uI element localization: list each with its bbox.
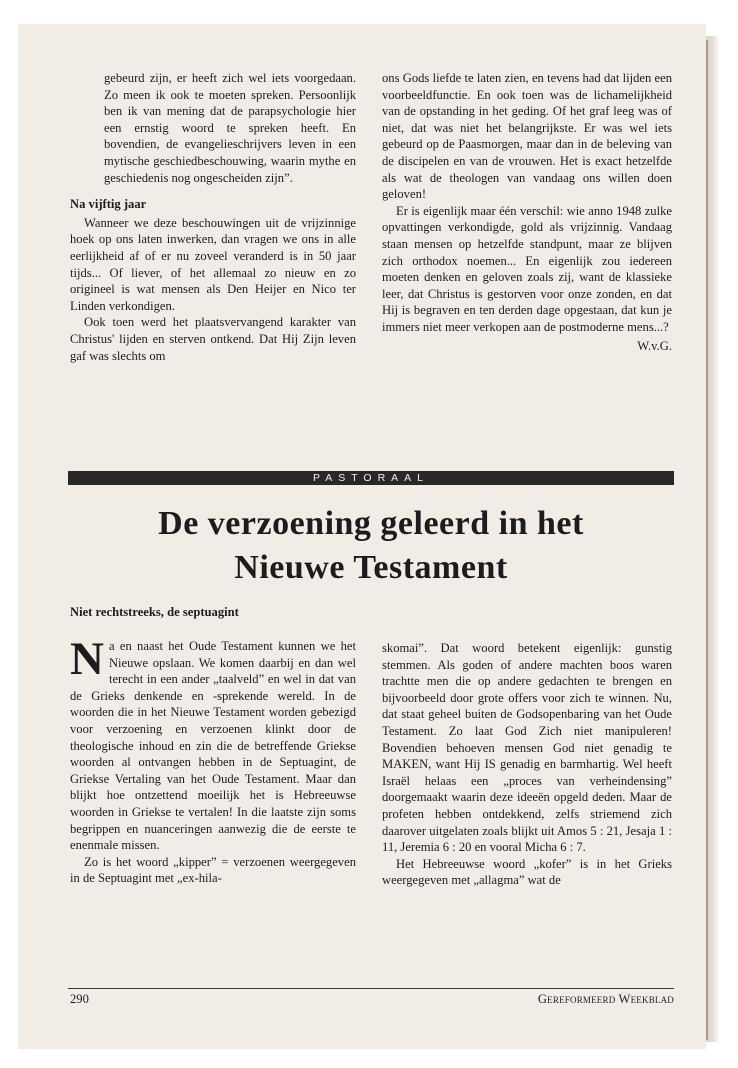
body-paragraph: Ook toen werd het plaatsvervangend karakter van Christus' lijden en sterven ontkend. Dat Hij Zijn leven gaf was slechts om [70,315,356,363]
article-title [68,502,674,590]
article-title-line-2: Nieuwe Testament [234,549,508,586]
section-subheading: Na vijftig jaar [70,197,147,212]
body-paragraph: ons Gods liefde te laten zien, en tevens had dat lijden een voorbeeldfunctie. En ook toen was de lichamelijkheid van de opstanding in het geding. Of het graf leeg was of niet, dat was niet het belangrijkste. Er was wel iets gebeurd op de Paasmorgen, maar dan in de beleving van de discipelen en van de vrouwen. Het is exact hetzelfde als wat de theologen van vandaag ons willen doen geloven! [382,71,672,202]
opening-text: a en naast het Oude Testament kunnen we het Nieuwe opslaan. We komen daarbij en dan wel terecht in een ander „taalveld” en wel in dat van de Grieks denkende en -sprekende wereld. In de woorden die in het Nieuwe Testament worden gebezigd voor verzoening en verzoenen klinkt door de theologische inhoud en zin die de betreffende Griekse woorden al ontvangen hebben in de Septuagint, de Griekse Vertaling van het Oude Testament. Maar dan blijkt hoe ontzettend moeilijk het is Hebreeuwse woorden in Griekse te vertalen! In die laatste zijn soms begrippen en nuanceringen aanwezig die de eerste te enenmale missen. [70,639,356,853]
body-paragraph: Het Hebreeuwse woord „kofer” is in het Grieks weergegeven met „allagma” wat de [382,856,672,888]
magazine-page [18,24,706,1049]
section-label-band: PASTORAAL [68,471,674,485]
publication-name: Gereformeerd Weekblad [537,992,674,1006]
body-paragraph: Wanneer we deze beschouwingen uit de vrijzinnige hoek op ons laten inwerken, dan vragen we ons in alle eerlijkheid af of er nu zoveel veranderd is in 50 jaar tijds... Of liever, of het allemaal zo nieuw en zo origineel is wat mensen als Den Heijer en Nico ter Linden verkondigen. [70,215,356,313]
body-paragraph: skomai”. Dat woord betekent eigenlijk: gunstig stemmen. Als goden of andere machten boos waren trachtte men die op andere gedachten te brengen en bijvoorbeeld door grote offers voor zich te winnen. Nu, dat staat geheel buiten de Godsopenbaring van het Oude Testament. Zo laat God Zich niet manipuleren! Bovendien behoeven mensen God niet genadig te MAKEN, want Hij IS genadig en barmhartig. Wel heeft Israël helaas een „proces van verheindensing” doorgemaakt waarin deze ideeën opgeld deden. Maar de profeten hebben ontdekkend, zelfs striemend zich daarover uitgelaten zoals blijkt uit Amos 5 : 21, Jesaja 1 : 11, Jeremia 6 : 20 en vooral Micha 6 : 7. [382,641,672,855]
body-paragraph: Zo is het woord „kipper” = verzoenen weergegeven in de Septuagint met „ex-hila- [70,854,356,886]
top-left-column [70,70,356,364]
top-right-column [382,70,672,354]
drop-cap: N [70,633,104,685]
quote-paragraph: gebeurd zijn, er heeft zich wel iets voorgedaan. Zo meen ik ook te moeten spreken. Persoonlijk ben ik van mening dat de parapsychologie hier een ernstig woord te spreken heeft. En bovendien, de evangelieschrijvers leven in een mytische geschiedbeschouwing, waarin mythe en geschiedenis nog ongescheiden zijn”. [104,71,356,185]
article-title-line-1: De verzoening geleerd in het [158,505,584,542]
author-signature: W.v.G. [637,338,672,353]
article-left-column [70,633,356,887]
article-right-column [382,640,672,889]
footer-rule [68,988,674,989]
article-opening-paragraph [70,633,356,854]
body-paragraph: Er is eigenlijk maar één verschil: wie anno 1948 zulke opvattingen verkondigde, gold als vrijzinnig. Vandaag staan mensen op hetzelfde standpunt, maar ze blijven zich orthodox noemen... En eigenlijk zou iedereen moeten denken en geloven zoals zij, want de klassieke leer, dat Christus is gestorven voor onze zonden, en dat Hij is begraven en ten derden dage opgestaan, dat kun je immers niet meer verkopen aan de postmoderne mens...? [382,203,672,334]
article-subtitle: Niet rechtstreeks, de septuagint [70,605,239,619]
page-number: 290 [70,992,89,1006]
